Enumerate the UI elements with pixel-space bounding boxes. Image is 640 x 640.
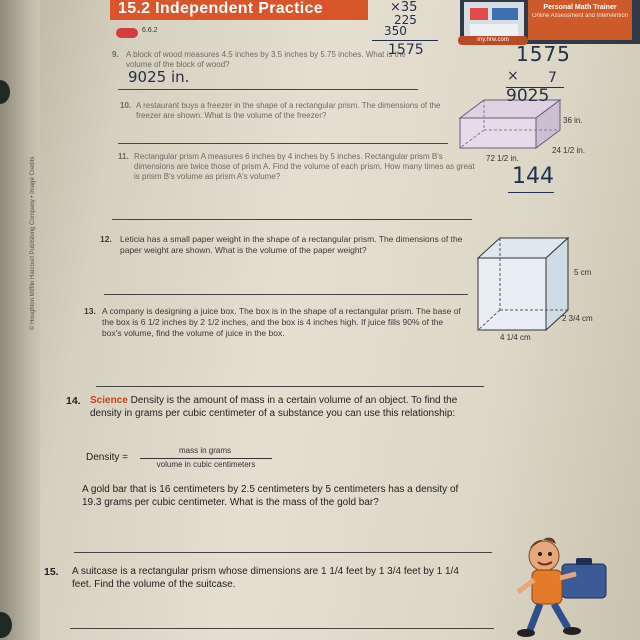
trainer-subtitle: Online Assessment and Intervention <box>531 13 629 19</box>
cartoon-character-illustration <box>508 534 618 640</box>
handwritten-times-sign: × <box>507 68 519 84</box>
question-text: A suitcase is a rectangular prism whose dimensions are 1 1/4 feet by 1 3/4 feet by 1 1/4 feet. Find the volume of the suitcase. <box>72 566 459 590</box>
question-15 <box>44 566 464 591</box>
handwritten-answer-11: 144 <box>512 164 554 189</box>
question-number: 15. <box>44 566 59 578</box>
answer-line-9[interactable] <box>118 89 418 90</box>
question-text: Leticia has a small paper weight in the shape of a rectangular prism. The dimensions of the paper weight are shown. What is the volume of the paper weight? <box>120 234 463 255</box>
paperweight-prism-figure <box>474 236 574 336</box>
question-number: 13. <box>84 306 96 316</box>
paperweight-width-label: 4 1/4 cm <box>500 333 531 342</box>
handwritten-work-line3: 350 <box>384 24 407 38</box>
science-label: Science <box>90 395 128 406</box>
question-text: A block of wood measures 4.5 inches by 3.5 inches by 5.75 inches. What is the volume of the block of wood? <box>126 50 406 69</box>
question-10 <box>120 101 448 121</box>
question-12 <box>100 234 465 256</box>
question-text: A company is designing a juice box. The box is in the shape of a rectangular prism. The base of the box is 6 1/2 inches by 2 1/2 inches, and the box is 4 inches high. If juice fills 90% of the box's volume, find the volume of juice in the box. <box>102 306 461 338</box>
answer-line-15[interactable] <box>70 628 494 629</box>
standard-code: 6.6.2 <box>142 27 158 34</box>
hrw-link-tag[interactable]: my.hrw.com <box>458 36 528 45</box>
answer-line-10[interactable] <box>118 143 448 144</box>
handwritten-product: 9025 <box>506 86 550 106</box>
question-11 <box>118 152 480 182</box>
publisher-credit: © Houghton Mifflin Harcourt Publishing Company • Image Credits <box>30 156 36 330</box>
formula-numerator: mass in grams <box>178 446 231 455</box>
question-number: 10. <box>120 101 132 110</box>
standard-badge <box>116 28 138 38</box>
question-14-part-2 <box>82 484 480 509</box>
answer-line-14[interactable] <box>74 552 492 553</box>
personal-math-trainer-tag[interactable] <box>528 0 632 40</box>
freezer-depth-label: 24 1/2 in. <box>552 146 585 155</box>
handwritten-multiplicand: 1575 <box>516 42 571 66</box>
freezer-width-label: 72 1/2 in. <box>486 154 519 163</box>
answer-line-11[interactable] <box>112 219 472 220</box>
handwritten-work-line1: ×35 <box>390 0 418 15</box>
page-title: 15.2 Independent Practice <box>118 0 323 17</box>
question-number: 9. <box>112 50 119 59</box>
question-number: 14. <box>66 395 81 407</box>
question-number: 11. <box>118 152 129 161</box>
formula-fraction-bar <box>140 458 272 459</box>
handwritten-answer-underline <box>508 192 554 193</box>
question-14 <box>66 395 478 420</box>
paperweight-height-label: 5 cm <box>574 268 592 277</box>
question-9 <box>112 50 412 70</box>
question-text: A restaurant buys a freezer in the shape of a rectangular prism. The dimensions of the freezer are shown. What is the volume of the freezer? <box>136 101 441 120</box>
question-text: A gold bar that is 16 centimeters by 2.5 centimeters by 5 centimeters has a density of 19.3 grams per cubic centimeter. What is the mass of the gold bar? <box>82 484 459 508</box>
handwritten-underline <box>372 40 438 41</box>
handwritten-work-line4: 1575 <box>388 42 424 58</box>
freezer-height-label: 36 in. <box>563 116 583 125</box>
handwritten-work-line2: 225 <box>394 13 417 27</box>
handwritten-multiplier: 7 <box>548 70 557 86</box>
formula-denominator: volume in cubic centimeters <box>156 460 256 469</box>
question-text: Density is the amount of mass in a certain volume of an object. To find the density in grams per cubic centimeter of a substance you can use this relationship: <box>90 395 458 419</box>
question-13 <box>84 306 462 339</box>
question-text: Rectangular prism A measures 6 inches by 4 inches by 5 inches. Rectangular prism B's dimensions are twice those of prism A. Find the volume of each prism. How many times as great is prism B's volume as prism A's volume? <box>134 152 475 181</box>
formula-label: Density = <box>86 452 128 463</box>
answer-line-13[interactable] <box>96 386 484 387</box>
answer-line-12[interactable] <box>104 294 468 295</box>
paperweight-depth-label: 2 3/4 cm <box>562 314 593 323</box>
handwritten-answer-9: 9025 in. <box>128 68 190 86</box>
question-number: 12. <box>100 234 112 244</box>
trainer-title: Personal Math Trainer <box>543 4 617 11</box>
